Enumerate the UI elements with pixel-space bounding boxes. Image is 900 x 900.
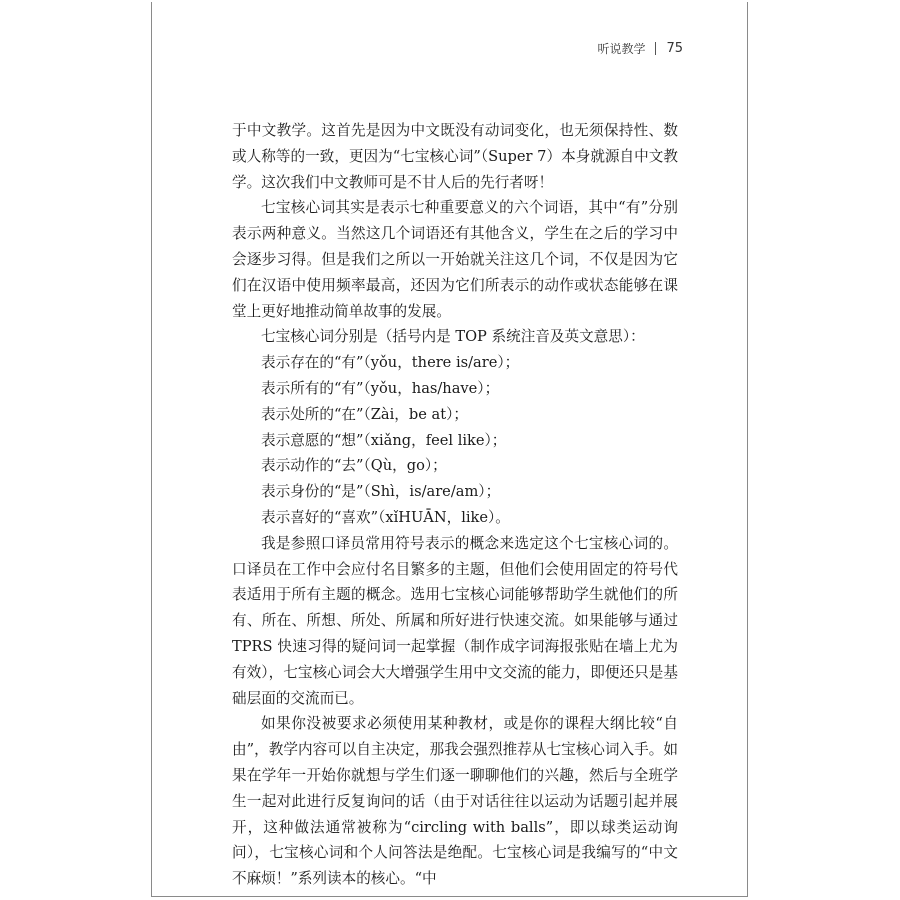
header-divider [655, 42, 656, 55]
paragraph: 我是参照口译员常用符号表示的概念来选定这个七宝核心词的。口译员在工作中会应付名目繁多的主题，但他们会使用固定的符号代表适用于所有主题的概念。选用七宝核心词能够帮助学生就他们的所有、所在、所想、所处、所属和所好进行快速交流。如果能够与通过 TPRS 快速习得的疑问词一起掌握（制作成字词海报张贴在墙上尤为有效），七宝核心词会大大增强学生用中文交流的能力，即便还只是基础层面的交流而已。 [232, 534, 678, 707]
body-text [232, 118, 678, 892]
list-item: 表示所有的“有”（yǒu，has/have）； [261, 379, 500, 397]
book-page [151, 2, 748, 897]
list-item: 表示动作的“去”（Qù，go）； [261, 457, 447, 475]
list-item: 表示喜好的“喜欢”（xǐHUĀN，like）。 [261, 508, 510, 526]
section-title: 听说教学 [597, 42, 646, 56]
page-number: 75 [666, 41, 683, 56]
list-item: 表示处所的“在”（Zài，be at）； [261, 405, 468, 423]
paragraph: 七宝核心词分别是（括号内是 TOP 系统注音及英文意思）： [261, 328, 645, 346]
list-item: 表示意愿的“想”（xiǎng，feel like）； [261, 431, 507, 449]
running-header [597, 40, 683, 57]
list-item: 表示身份的“是”（Shì，is/are/am）； [261, 483, 501, 501]
paragraph-continuation: 于中文教学。这首先是因为中文既没有动词变化，也无须保持性、数或人称等的一致，更因为“七宝核心词”（Super 7）本身就源自中文教学。这次我们中文教师可是不甘人后的先行者呀！ [232, 122, 678, 191]
paragraph: 七宝核心词其实是表示七种重要意义的六个词语，其中“有”分别表示两种意义。当然这几个词语还有其他含义，学生在之后的学习中会逐步习得。但是我们之所以一开始就关注这几个词，不仅是因为它们在汉语中使用频率最高，还因为它们所表示的动作或状态能够在课堂上更好地推动简单故事的发展。 [232, 199, 678, 320]
paragraph: 如果你没被要求必须使用某种教材，或是你的课程大纲比较“自由”，教学内容可以自主决定，那我会强烈推荐从七宝核心词入手。如果在学年一开始你就想与学生们逐一聊聊他们的兴趣，然后与全班学生一起对此进行反复询问的话（由于对话往往以运动为话题引起并展开，这种做法通常被称为“circling with balls”，即以球类运动询问），七宝核心词和个人问答法是绝配。七宝核心词是我编写的“中文不麻烦！”系列读本的核心。“中 [232, 715, 678, 888]
list-item: 表示存在的“有”（yǒu，there is/are）； [261, 354, 520, 372]
